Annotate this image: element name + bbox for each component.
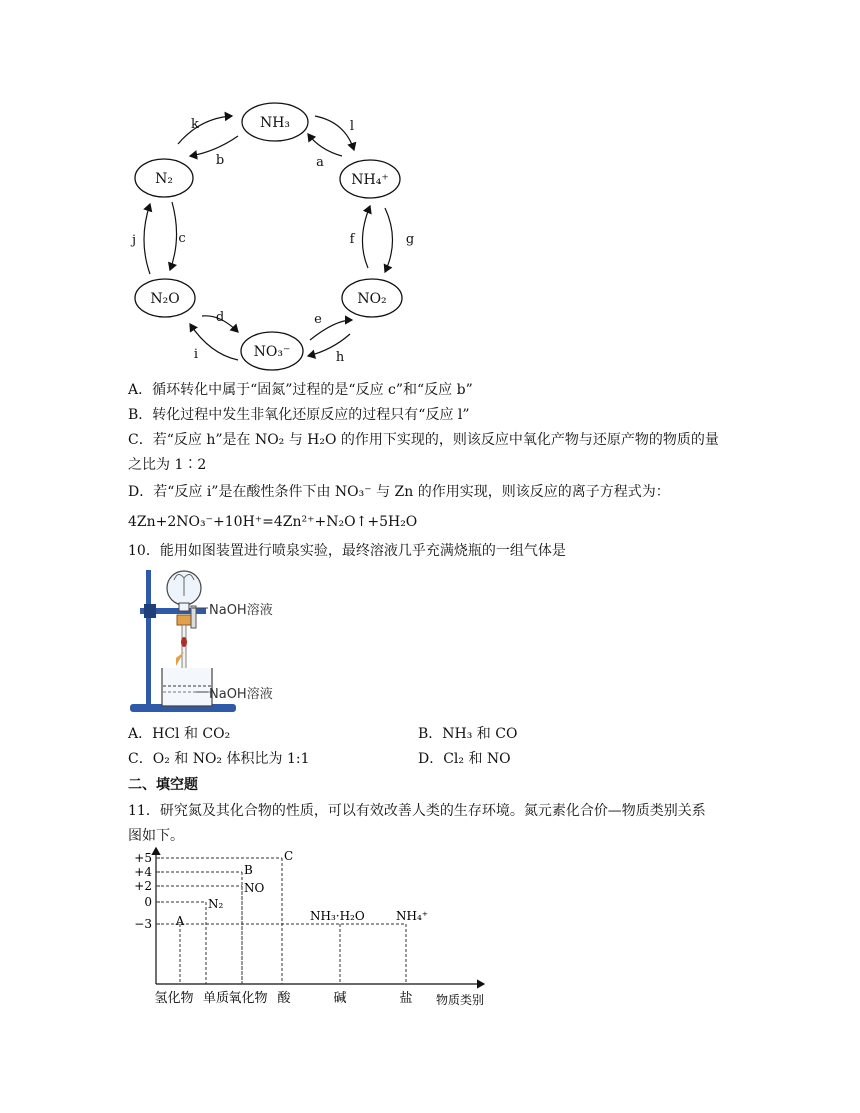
x-category-label: 盐 bbox=[399, 991, 413, 1006]
y-tick-label: +4 bbox=[134, 865, 152, 879]
arrow-l bbox=[315, 116, 354, 150]
y-tick-label: +2 bbox=[134, 879, 152, 893]
naoh-label-bottom: NaOH溶液 bbox=[209, 687, 273, 702]
arrow-k bbox=[178, 116, 232, 144]
dropper bbox=[191, 606, 196, 628]
x-category-label: 氢化物 bbox=[154, 991, 194, 1006]
arrow-a bbox=[308, 134, 342, 156]
point-label: B bbox=[244, 863, 253, 877]
tube-clip bbox=[181, 637, 187, 647]
valence-category-chart bbox=[124, 846, 500, 1010]
x-category-label: 碱 bbox=[333, 991, 347, 1006]
q10-option-c: C．O₂ 和 NO₂ 体积比为 1:1 bbox=[128, 751, 310, 767]
arrow-j bbox=[144, 204, 150, 274]
arrow-f bbox=[362, 206, 370, 268]
q10-option-b: B．NH₃ 和 CO bbox=[418, 726, 518, 742]
point-label: A bbox=[175, 914, 185, 928]
q9-option-a: A．循环转化中属于“固氮”过程的是“反应 c”和“反应 b” bbox=[128, 382, 473, 398]
naoh-label-top: NaOH溶液 bbox=[209, 603, 273, 618]
beaker bbox=[162, 668, 212, 706]
point-label: NH₃·H₂O bbox=[310, 909, 365, 923]
label-f: f bbox=[349, 232, 355, 247]
y-tick-label: −3 bbox=[134, 917, 152, 931]
q10-option-a: A．HCl 和 CO₂ bbox=[128, 726, 231, 742]
clamp-boss bbox=[144, 604, 156, 618]
node-n2: N₂ bbox=[155, 171, 173, 187]
x-category-label: 单质 bbox=[202, 991, 230, 1006]
q9-option-d-equation: 4Zn+2NO₃⁻+10H⁺=4Zn²⁺+N₂O↑+5H₂O bbox=[128, 514, 418, 530]
label-g: g bbox=[405, 232, 415, 247]
y-tick-label: 0 bbox=[144, 895, 152, 909]
arrow-c bbox=[170, 202, 177, 270]
q9-option-c-line1: C．若“反应 h”是在 NO₂ 与 H₂O 的作用下实现的，则该反应中氧化产物与还原产物的物质的量 bbox=[128, 432, 719, 448]
label-e: e bbox=[314, 312, 322, 327]
rubber-stopper bbox=[177, 615, 191, 625]
x-axis-label: 物质类别 bbox=[435, 993, 485, 1007]
q9-option-b: B．转化过程中发生非氧化还原反应的过程只有“反应 l” bbox=[128, 407, 470, 423]
arrow-g bbox=[385, 208, 393, 272]
point-label: C bbox=[284, 849, 294, 863]
q10-stem: 10．能用如图装置进行喷泉实验，最终溶液几乎充满烧瓶的一组气体是 bbox=[128, 543, 566, 559]
point-label: NH₄⁺ bbox=[396, 909, 429, 923]
node-nh3: NH₃ bbox=[259, 115, 291, 131]
section-title: 二、填空题 bbox=[128, 777, 198, 793]
point-label: NO bbox=[244, 881, 265, 895]
label-a: a bbox=[316, 155, 324, 170]
q10-option-d: D．Cl₂ 和 NO bbox=[418, 751, 511, 767]
point-label: N₂ bbox=[208, 897, 224, 911]
label-c: c bbox=[178, 231, 186, 246]
label-i: i bbox=[193, 347, 199, 362]
label-h: h bbox=[335, 350, 345, 365]
q9-option-d-line1: D．若“反应 i”是在酸性条件下由 NO₃⁻ 与 Zn 的作用实现，则该反应的离子方程式为： bbox=[128, 484, 670, 500]
y-tick-label: +5 bbox=[134, 851, 152, 865]
arrow-b bbox=[190, 136, 238, 156]
node-n2o: N₂O bbox=[150, 291, 180, 307]
q11-stem-line2: 图如下。 bbox=[128, 828, 184, 844]
label-j: j bbox=[131, 233, 137, 248]
x-category-label: 酸 bbox=[277, 991, 291, 1006]
q9-option-c-line2: 之比为 1∶2 bbox=[128, 457, 207, 473]
node-nh4: NH₄⁺ bbox=[351, 172, 389, 188]
label-l: l bbox=[349, 119, 355, 134]
nitrogen-cycle-diagram bbox=[120, 92, 420, 382]
label-b: b bbox=[215, 153, 225, 168]
x-category-label: 氧化物 bbox=[228, 991, 268, 1006]
node-no3: NO₃⁻ bbox=[253, 344, 291, 360]
flask-neck bbox=[179, 603, 189, 611]
node-no2: NO₂ bbox=[357, 291, 387, 307]
stand-rod bbox=[146, 570, 151, 706]
label-k: k bbox=[191, 117, 199, 132]
label-d: d bbox=[215, 310, 225, 325]
q11-stem-line1: 11．研究氮及其化合物的性质，可以有效改善人类的生存环境。氮元素化合价—物质类别关系 bbox=[128, 803, 706, 819]
